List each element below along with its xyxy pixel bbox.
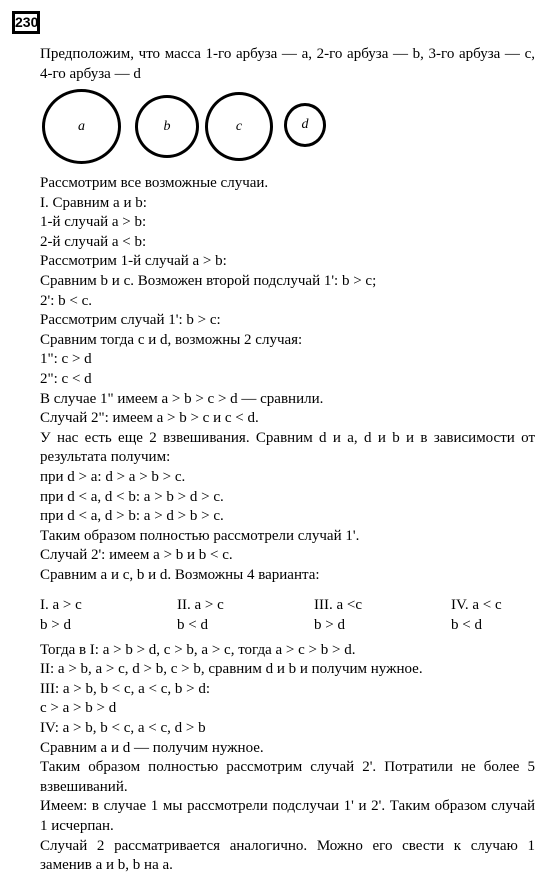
variant-iv-first: IV. a < c bbox=[451, 597, 502, 614]
text-line: Сравним a и c, b и d. Возможны 4 варианта: bbox=[40, 566, 320, 583]
variant-iii-first: III. a <c bbox=[314, 597, 363, 614]
variant-i-first: I. a > c bbox=[40, 597, 82, 614]
text-line: при d < a, d < b: a > b > d > c. bbox=[40, 488, 224, 505]
case2-similar-paragraph: Случай 2 рассматривается аналогично. Можно его свести к случаю 1 заменив a и b, b на a. bbox=[40, 837, 535, 874]
text-line: Рассмотрим все возможные случаи. bbox=[40, 175, 269, 191]
circle-c bbox=[205, 92, 273, 161]
circle-b bbox=[135, 95, 199, 158]
variant-iii bbox=[314, 596, 451, 635]
circle-b-label: b bbox=[163, 118, 171, 134]
text-line: 2-й случай a < b: bbox=[40, 233, 147, 250]
intro-paragraph: Предположим, что масса 1-го арбуза — a, 2-го арбуза — b, 3-го арбуза — c, 4-го арбуза — d bbox=[40, 46, 535, 82]
solution-text bbox=[40, 174, 535, 876]
text-line: 1": c > d bbox=[40, 351, 92, 368]
text-line: 2': b < c. bbox=[40, 292, 92, 309]
variant-ii-first: II. a > c bbox=[177, 597, 224, 614]
text-line: 2": c < d bbox=[40, 370, 92, 387]
variant-ii bbox=[177, 596, 314, 635]
text-line: Тогда в I: a > b > d, c > b, a > c, тогда a > c > b > d. bbox=[40, 641, 356, 658]
variant-iv-second: b < d bbox=[451, 617, 482, 634]
text-line: Сравним a и d — получим нужное. bbox=[40, 739, 264, 756]
text-line: Случай 2": имеем a > b > c и c < d. bbox=[40, 410, 259, 427]
text-line: Сравним b и c. Возможен второй подслучай 1': b > c; bbox=[40, 272, 377, 289]
circle-c-label: c bbox=[235, 118, 243, 134]
circle-a bbox=[42, 89, 121, 164]
text-line: IV: a > b, b < c, a < c, d > b bbox=[40, 720, 206, 737]
problem-number-badge: 230 bbox=[12, 11, 40, 34]
text-line: II: a > b, a > c, d > b, c > b, сравним d и b и получим нужное. bbox=[40, 661, 423, 678]
variant-ii-second: b < d bbox=[177, 617, 208, 634]
variant-i-second: b > d bbox=[40, 617, 71, 634]
result-paragraph: Имеем: в случае 1 мы рассмотрели подслучаи 1' и 2'. Таким образом случай 1 исчерпан. bbox=[40, 798, 535, 834]
circle-d-label: d bbox=[301, 117, 309, 132]
text-line: III: a > b, b < c, a < c, b > d: bbox=[40, 680, 211, 697]
text-line: при d > a: d > a > b > c. bbox=[40, 468, 186, 485]
watermelon-circles bbox=[42, 89, 342, 164]
text-line: Рассмотрим случай 1': b > c: bbox=[40, 312, 221, 329]
text-line: Сравним тогда c и d, возможны 2 случая: bbox=[40, 331, 303, 348]
variant-iv bbox=[451, 596, 535, 635]
text-line: Случай 2': имеем a > b и b < c. bbox=[40, 547, 233, 564]
text-line: В случае 1" имеем a > b > c > d — сравнили. bbox=[40, 390, 324, 407]
text-line: при d < a, d > b: a > d > b > c. bbox=[40, 508, 224, 525]
text-line: 1-й случай a > b: bbox=[40, 214, 147, 231]
circle-a-label: a bbox=[78, 118, 85, 134]
circle-d bbox=[284, 103, 326, 147]
variants-grid bbox=[40, 596, 535, 635]
case2-paragraph: Таким образом полностью рассмотрим случай 2'. Потратили не более 5 взвешиваний. bbox=[40, 759, 535, 795]
text-line: c > a > b > d bbox=[40, 700, 117, 717]
text-line: Рассмотрим 1-й случай a > b: bbox=[40, 253, 227, 270]
two-weighings-paragraph: У нас есть еще 2 взвешивания. Сравним d и a, d и b и в зависимости от результата получим: bbox=[40, 429, 535, 466]
text-line: I. Сравним a и b: bbox=[40, 194, 147, 211]
text-line: Таким образом полностью рассмотрели случай 1'. bbox=[40, 527, 360, 544]
variant-i bbox=[40, 596, 177, 635]
variant-iii-second: b > d bbox=[314, 617, 345, 634]
